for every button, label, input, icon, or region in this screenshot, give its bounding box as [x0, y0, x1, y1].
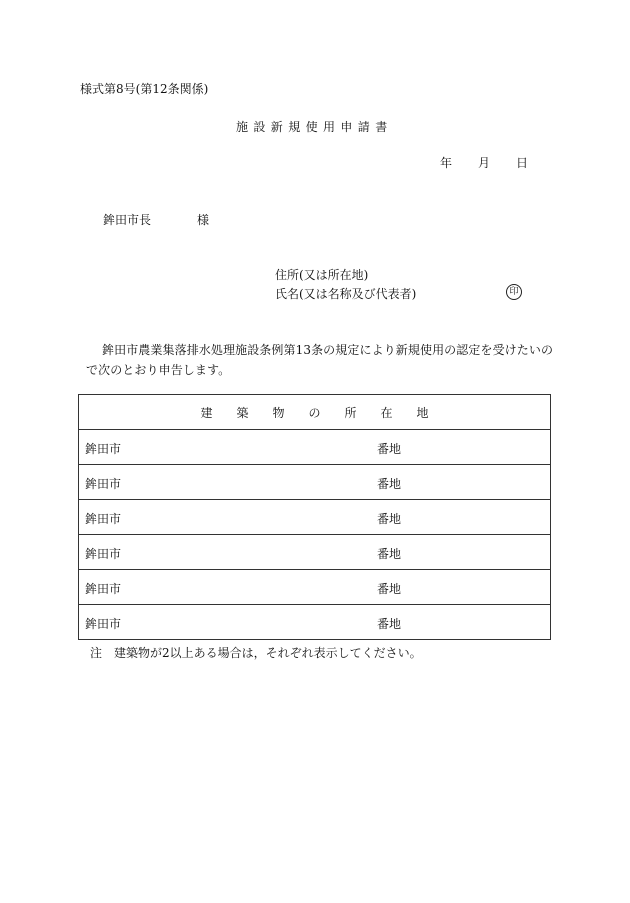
table-row [79, 570, 551, 605]
date-day-label: 日 [516, 156, 529, 170]
document-title: 施設新規使用申請書 [236, 120, 393, 134]
row-lot: 番地 [377, 442, 402, 456]
body-text: 鉾田市農業集落排水処理施設条例第13条の規定により新規使用の認定を受けたいので次のとおり申告します。 [86, 343, 554, 377]
building-location-table [78, 394, 551, 640]
row-city: 鉾田市 [85, 547, 122, 561]
footnote: 注 建築物が2以上ある場合は，それぞれ表示してください。 [90, 646, 422, 660]
row-lot: 番地 [377, 477, 402, 491]
row-lot: 番地 [377, 547, 402, 561]
addressee [103, 211, 209, 228]
row-lot: 番地 [377, 617, 402, 631]
date-month-label: 月 [478, 156, 491, 170]
table-header: 建築物の所在地 [79, 395, 551, 430]
addressee-name: 鉾田市長 [103, 213, 152, 227]
table-row [79, 535, 551, 570]
seal-mark: 印 [506, 284, 522, 300]
row-city: 鉾田市 [85, 477, 122, 491]
row-lot: 番地 [377, 512, 402, 526]
row-city: 鉾田市 [85, 582, 122, 596]
form-number: 様式第8号(第12条関係) [80, 82, 209, 96]
date-line [440, 154, 528, 171]
addressee-honorific: 様 [197, 213, 210, 227]
row-city: 鉾田市 [85, 512, 122, 526]
table-row [79, 465, 551, 500]
table-row [79, 605, 551, 640]
row-city: 鉾田市 [85, 442, 122, 456]
applicant-address-label: 住所(又は所在地) [275, 268, 369, 282]
row-lot: 番地 [377, 582, 402, 596]
table-row [79, 430, 551, 465]
date-year-label: 年 [440, 156, 453, 170]
applicant-name-label: 氏名(又は名称及び代表者) [275, 287, 417, 301]
table-row [79, 500, 551, 535]
row-city: 鉾田市 [85, 617, 122, 631]
